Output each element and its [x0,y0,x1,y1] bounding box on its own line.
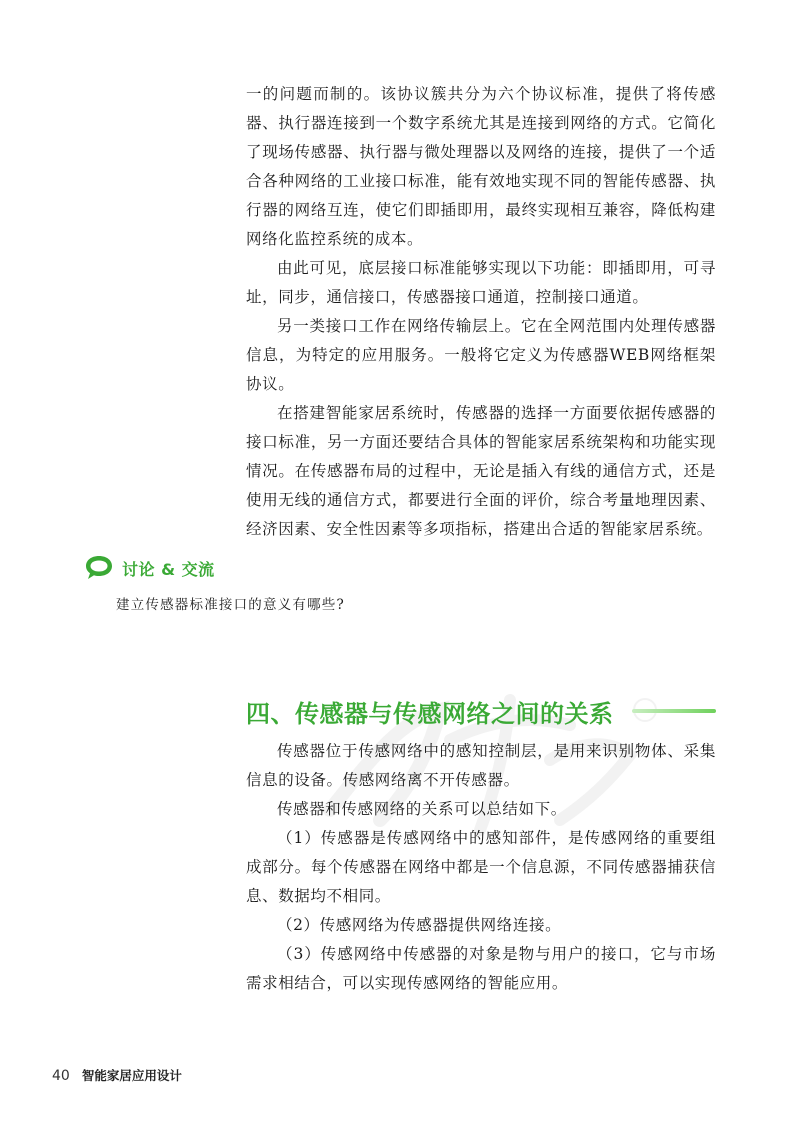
page-number: 40 [52,1068,70,1084]
discussion-title: 讨论 & 交流 [122,559,215,579]
discussion-question: 建立传感器标准接口的意义有哪些? [116,597,345,613]
paragraph: （1）传感器是传感网络中的感知部件，是传感网络的重要组成部分。每个传感器在网络中都是一个信息源，不同传感器捕获信息、数据均不相同。 [246,829,716,905]
discussion-header [84,553,484,583]
paragraph: 由此可见，底层接口标准能够实现以下功能：即插即用，可寻址，同步，通信接口，传感器接口通道，控制接口通道。 [246,259,716,306]
body-text-top [246,80,716,544]
book-title: 智能家居应用设计 [81,1068,182,1083]
paragraph: 传感器位于传感网络中的感知控制层，是用来识别物体、采集信息的设备。传感网络离不开传感器。 [246,742,716,789]
section-heading [246,693,716,729]
page-footer [52,1066,182,1084]
body-text-section-four [246,737,716,998]
paragraph: （3）传感网络中传感器的对象是物与用户的接口，它与市场需求相结合，可以实现传感网络的智能应用。 [246,945,716,992]
heading-rule [632,709,717,713]
paragraph: 一的问题而制的。该协议簇共分为六个协议标准，提供了将传感器、执行器连接到一个数字系统尤其是连接到网络的方式。它简化了现场传感器、执行器与微处理器以及网络的连接，提供了一个适合各种网络的工业接口标准，能有效地实现不同的智能传感器、执行器的网络互连，使它们即插即用，最终实现相互兼容，降低构建网络化监控系统的成本。 [246,85,716,248]
discussion-box [84,553,484,613]
paragraph: 传感器和传感网络的关系可以总结如下。 [277,800,567,818]
speech-bubble-icon [84,554,114,582]
section-heading-text: 四、传感器与传感网络之间的关系 [246,699,614,728]
paragraph: 另一类接口工作在网络传输层上。它在全网范围内处理传感器信息，为特定的应用服务。一般将它定义为传感器WEB网络框架协议。 [246,317,716,393]
paragraph: （2）传感网络为传感器提供网络连接。 [277,916,562,934]
paragraph: 在搭建智能家居系统时，传感器的选择一方面要依据传感器的接口标准，另一方面还要结合具体的智能家居系统架构和功能实现情况。在传感器布局的过程中，无论是插入有线的通信方式，还是使用无线的通信方式，都要进行全面的评价，综合考量地理因素、经济因素、安全性因素等多项指标，搭建出合适的智能家居系统。 [246,404,716,538]
